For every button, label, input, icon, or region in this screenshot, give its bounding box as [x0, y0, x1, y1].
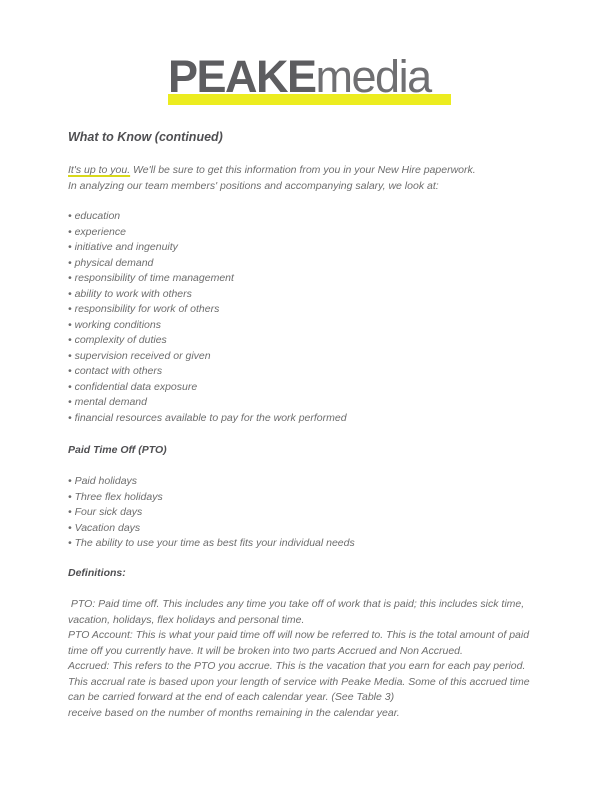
list-item: • Vacation days	[68, 521, 141, 534]
definitions-body	[68, 597, 548, 721]
logo-bold-text: PEAKE	[168, 51, 316, 102]
definition-pto-account: PTO Account: This is what your paid time off will now be referred to. This is the total amount of paid time off you currently have. It will be broken into two parts Accrued and Non Accrued.	[68, 629, 530, 657]
list-item: • financial resources available to pay for the work performed	[68, 411, 347, 424]
list-item: • contact with others	[68, 365, 163, 377]
list-item: • mental demand	[68, 396, 147, 408]
list-item: • confidential data exposure	[68, 380, 198, 393]
list-item: • initiative and ingenuity	[68, 241, 178, 253]
intro-rest: We'll be sure to get this information from you in your New Hire paperwork.	[130, 164, 476, 176]
list-item: • responsibility for work of others	[68, 303, 220, 315]
list-item: • complexity of duties	[68, 334, 167, 346]
logo-light-text: media	[315, 51, 431, 102]
intro-highlight: It's up to you.	[68, 164, 131, 176]
pto-heading: Paid Time Off (PTO)	[68, 444, 167, 456]
list-item: • physical demand	[68, 256, 154, 269]
list-item: • The ability to use your time as best fits your individual needs	[68, 537, 355, 549]
list-item: • responsibility of time management	[68, 272, 234, 284]
list-item: • Paid holidays	[68, 475, 138, 487]
factors-list	[68, 209, 548, 426]
pto-list	[68, 474, 548, 552]
intro-line2: In analyzing our team members' positions and accompanying salary, we look at:	[68, 179, 439, 192]
list-item: • experience	[68, 225, 126, 238]
definition-pto: PTO: Paid time off. This includes any time you take off of work that is paid; this includes sick time, vacation, holidays, flex holidays and personal time.	[68, 598, 528, 626]
peake-media-logo	[168, 52, 431, 102]
definitions-heading: Definitions:	[68, 567, 126, 579]
intro-paragraph	[68, 163, 548, 194]
list-item: • education	[68, 210, 121, 222]
list-item: • supervision received or given	[68, 349, 211, 362]
list-item: • Four sick days	[68, 506, 143, 518]
page-heading: What to Know (continued)	[68, 130, 223, 144]
definition-accrued: Accrued: This refers to the PTO you accrue. This is the vacation that you earn for each pay period. This accrual rate is based upon your length of service with Peake Media. Some of this accrued time can be carried forward at the end of each calendar year. (See Table 3)	[68, 660, 530, 703]
definition-continuation: receive based on the number of months remaining in the calendar year.	[68, 706, 400, 719]
list-item: • Three flex holidays	[68, 490, 163, 503]
list-item: • ability to work with others	[68, 287, 192, 300]
list-item: • working conditions	[68, 318, 161, 331]
